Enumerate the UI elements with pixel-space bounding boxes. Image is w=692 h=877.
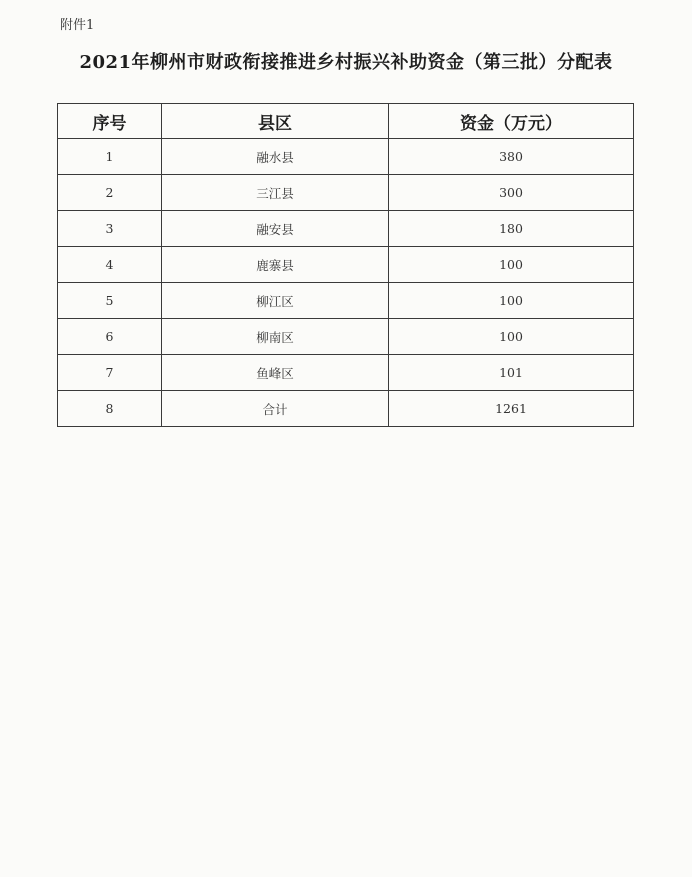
cell-index: 3 [58, 211, 162, 247]
table-row [58, 283, 634, 319]
cell-funds: 380 [389, 139, 634, 175]
document-title: 2021年柳州市财政衔接推进乡村振兴补助资金（第三批）分配表 [79, 52, 613, 73]
attachment-label: 附件1 [60, 18, 95, 33]
header-funds: 资金（万元） [389, 104, 634, 139]
header-index: 序号 [58, 104, 162, 139]
table-row [58, 247, 634, 283]
cell-index: 1 [58, 139, 162, 175]
cell-index: 8 [58, 391, 162, 427]
cell-county: 融水县 [162, 139, 389, 175]
cell-county: 柳南区 [162, 319, 389, 355]
cell-index: 7 [58, 355, 162, 391]
cell-funds: 100 [389, 247, 634, 283]
cell-county: 合计 [162, 391, 389, 427]
cell-funds: 180 [389, 211, 634, 247]
table-row [58, 175, 634, 211]
cell-index: 2 [58, 175, 162, 211]
cell-funds: 100 [389, 283, 634, 319]
table-header-row [58, 104, 634, 139]
table-row [58, 211, 634, 247]
cell-county: 鱼峰区 [162, 355, 389, 391]
cell-index: 5 [58, 283, 162, 319]
cell-county: 鹿寨县 [162, 247, 389, 283]
cell-index: 6 [58, 319, 162, 355]
cell-funds: 300 [389, 175, 634, 211]
header-county: 县区 [162, 104, 389, 139]
cell-county: 柳江区 [162, 283, 389, 319]
table-row [58, 319, 634, 355]
cell-funds: 101 [389, 355, 634, 391]
cell-funds: 1261 [389, 391, 634, 427]
allocation-table [57, 103, 634, 427]
table-total-row [58, 391, 634, 427]
cell-index: 4 [58, 247, 162, 283]
cell-county: 三江县 [162, 175, 389, 211]
cell-funds: 100 [389, 319, 634, 355]
table-row [58, 139, 634, 175]
table-row [58, 355, 634, 391]
cell-county: 融安县 [162, 211, 389, 247]
